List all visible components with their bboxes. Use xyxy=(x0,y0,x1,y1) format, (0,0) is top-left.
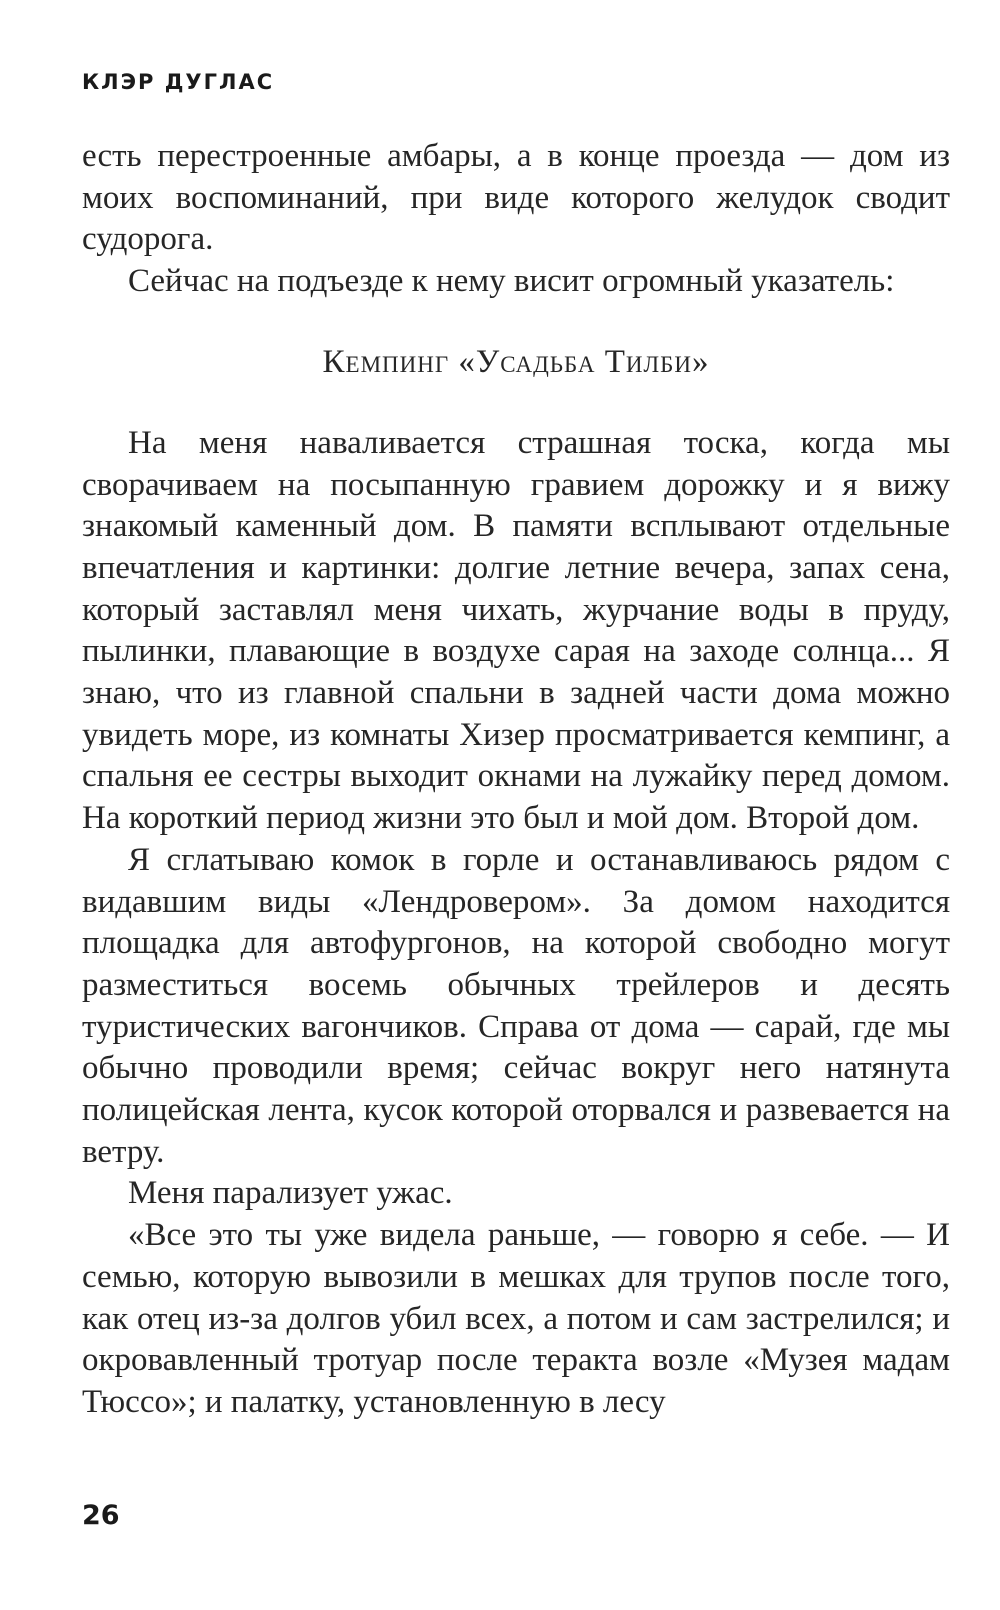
paragraph-3: На меня наваливается страшная тоска, когда мы сворачиваем на посыпанную гравием дорожку и я вижу знакомый каменный дом. В памяти всплывают отдельные впечатления и картинки: долгие летние вечера, запах сена, который заставлял меня чихать, журчание воды в пруду, пылинки, плавающие в воздухе сарая на заходе солнца... Я знаю, что из главной спальни в задней части дома можно увидеть море, из комнаты Хизер просматривается кемпинг, а спальня ее сестры выходит окнами на лужайку перед домом. На короткий период жизни это был и мой дом. Второй дом. xyxy=(82,424,950,837)
running-head-author: КЛЭР ДУГЛАС xyxy=(82,70,275,94)
paragraph-4: Я сглатываю комок в горле и останавливаюсь рядом с видавшим виды «Лендровером». За домом находится площадка для автофургонов, на которой свободно могут разместиться восемь обычных трейлеров и десять туристических вагончиков. Справа от дома — сарай, где мы обычно проводили время; сейчас вокруг него натянута полицейская лента, кусок которой оторвался и развевается на ветру. xyxy=(82,841,950,1170)
paragraph-1: есть перестроенные амбары, а в конце проезда — дом из моих воспоминаний, при виде которого желудок сводит судорога. xyxy=(82,138,950,258)
paragraph-5: Меня парализует ужас. xyxy=(128,1175,453,1212)
body-text xyxy=(82,136,950,1424)
paragraph-6: «Все это ты уже видела раньше, — говорю я себе. — И семью, которую вывозили в мешках для трупов после того, как отец из-за долгов убил всех, а потом и сам застрелился; и окровавленный тротуар после теракта возле «Музея мадам Тюссо»; и палатку, установленную в лесу xyxy=(82,1217,950,1420)
campsite-sign-text: Кемпинг «Усадьба Тилби» xyxy=(322,343,710,380)
page-number: 26 xyxy=(82,1500,120,1531)
paragraph-2: Сейчас на подъезде к нему висит огромный указатель: xyxy=(128,263,895,300)
